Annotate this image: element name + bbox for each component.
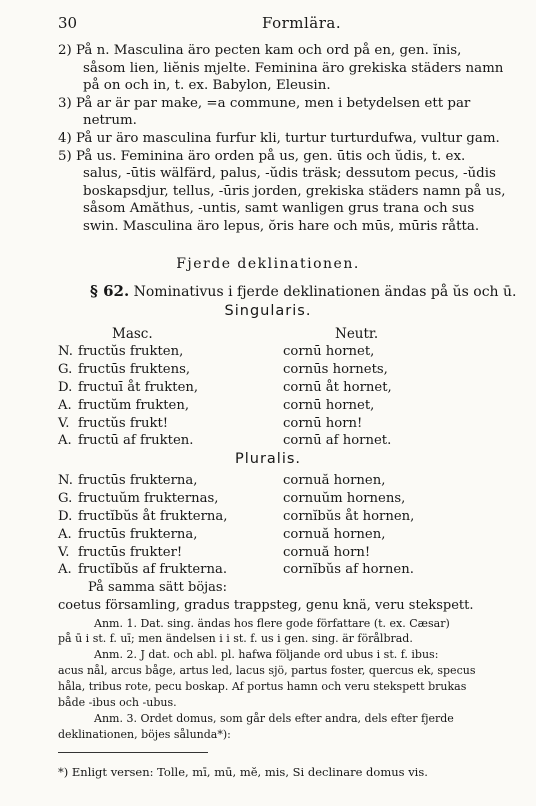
neutr-form: cornū hornet, [283, 397, 375, 413]
neutr-form: cornĭbŭs af hornen. [283, 562, 414, 578]
table-row [58, 379, 278, 397]
case-label: A. [58, 526, 72, 542]
masc-form: fructŭm frukten, [78, 397, 190, 413]
note-2-cont: acus nål, arcus båge, artus led, lacus sjö, partus foster, quercus ek, specus [58, 664, 476, 677]
case-label: A. [58, 397, 72, 413]
note-3: Anm. 3. Ordet domus, som går dels efter andra, dels efter fjerde [94, 712, 454, 725]
note-3-cont: deklinationen, böjes sålunda*): [58, 728, 231, 741]
note-2-cont: håla, tribus rote, pecu boskap. Af portus hamn och veru stekspett brukas [58, 680, 467, 693]
paragraph-number: § 62. [90, 282, 130, 300]
neutr-column-label: Neutr. [335, 326, 379, 342]
singular-masc-column [58, 343, 278, 450]
table-row [58, 490, 278, 508]
rule-number: 5) [58, 148, 72, 164]
note-2: Anm. 2. J dat. och abl. pl. hafwa följande ord ubus i st. f. ibus: [94, 648, 439, 661]
page-header [58, 14, 506, 34]
masc-form: fructūs frukter! [78, 544, 183, 560]
footnote: *) Enligt versen: Tolle, mī, mū, mĕ, mis, Si declinare domus vis. [58, 765, 428, 779]
masc-form: fructū af frukten. [78, 433, 194, 449]
rule-number: 4) [58, 130, 72, 146]
rule-2 [58, 42, 504, 95]
rule-line: På us. Feminina äro orden på us, gen. ūtis och ŭdis, t. ex. [76, 148, 466, 164]
table-row [58, 415, 278, 433]
page-number: 30 [58, 14, 78, 32]
masc-column-label: Masc. [112, 326, 153, 342]
masc-form: fructuŭm frukternas, [78, 490, 219, 506]
note-1-cont: på ū i st. f. uī; men ändelsen i i st. f. us i gen. sing. är förålbrad. [58, 632, 413, 645]
case-label: D. [58, 379, 73, 395]
masc-form: fructŭs frukt! [78, 415, 169, 431]
rule-3 [58, 95, 488, 130]
same-pattern-intro: På samma sätt böjas: [88, 580, 227, 595]
case-label: D. [58, 508, 73, 524]
footnote-divider [58, 752, 208, 753]
example-words: coetus församling, gradus trappsteg, genu knä, veru stekspett. [58, 598, 474, 613]
rule-line: På ur äro masculina furfur kli, turtur turturdufwa, vultur gam. [76, 130, 500, 146]
table-row [58, 361, 278, 379]
rule-number: 3) [58, 95, 72, 111]
rule-line: swin. Masculina äro lepus, ŏris hare och mūs, mūris råtta. [83, 218, 480, 234]
table-row [58, 561, 278, 579]
masc-form: fructūs fruktens, [78, 361, 191, 377]
table-row [58, 508, 278, 526]
paragraph-text: Nominativus i fjerde deklinationen ändas på ŭs och ū. [133, 284, 517, 300]
rule-line: salus, -ūtis wälfärd, palus, -ŭdis träsk; dessutom pecus, -ŭdis [83, 166, 496, 182]
case-label: N. [58, 473, 73, 488]
neutr-form: cornuă hornen, [283, 473, 386, 488]
neutr-form: cornūs hornets, [283, 361, 388, 377]
neutr-form: cornū af hornet. [283, 433, 392, 449]
rule-line: såsom Amăthus, -untis, samt wanligen grus trana och sus [83, 201, 475, 217]
rule-line: såsom lien, liĕnis mjelte. Feminina äro grekiska städers namn [83, 60, 504, 76]
masc-form: fructĭbŭs åt frukterna, [78, 508, 228, 524]
table-row [58, 343, 278, 361]
neutr-form: cornuŭm hornens, [283, 490, 406, 506]
neutr-form: cornĭbŭs åt hornen, [283, 508, 415, 524]
case-label: V. [58, 544, 70, 560]
neutr-form: cornū horn! [283, 415, 363, 431]
table-row [58, 472, 278, 490]
paragraph-62 [90, 282, 516, 300]
table-row [58, 544, 278, 562]
gender-rules [58, 42, 506, 236]
neutr-form: cornū åt hornet, [283, 379, 392, 395]
rule-line: På n. Masculina äro pecten kam och ord på en, gen. ĭnis, [76, 43, 462, 58]
masc-form: fructŭs frukten, [78, 344, 184, 359]
singular-neutr-column [283, 343, 483, 450]
note-2-cont: både -ibus och -ubus. [58, 696, 177, 709]
rule-line: På ar är par make, =a commune, men i betydelsen ett par [76, 95, 471, 111]
rule-line: netrum. [83, 113, 137, 129]
table-row [58, 397, 278, 415]
note-1: Anm. 1. Dat. sing. ändas hos flere gode författare (t. ex. Cæsar) [94, 617, 450, 630]
case-label: A. [58, 562, 72, 578]
rule-4 [58, 130, 500, 148]
masc-form: fructuī åt frukten, [78, 379, 199, 395]
case-label: V. [58, 415, 70, 431]
masc-form: fructĭbŭs af frukterna. [78, 562, 228, 578]
case-label: G. [58, 490, 73, 506]
table-row [58, 432, 278, 450]
plural-masc-column [58, 472, 278, 579]
singularis-heading: Singularis. [224, 303, 312, 319]
running-title: Formlära. [262, 14, 342, 32]
rule-line: boskapsdjur, tellus, -ūris jorden, grekiska städers namn på us, [83, 183, 506, 199]
case-label: G. [58, 361, 73, 377]
rule-5 [58, 148, 506, 236]
neutr-form: cornuă horn! [283, 544, 371, 560]
case-label: A. [58, 433, 72, 449]
case-label: N. [58, 344, 73, 359]
rule-line: på on och in, t. ex. Babylon, Eleusin. [83, 78, 331, 94]
masc-form: fructūs frukterna, [78, 473, 198, 488]
plural-neutr-column [283, 472, 483, 579]
masc-form: fructūs frukterna, [78, 526, 198, 542]
neutr-form: cornuă hornen, [283, 526, 386, 542]
section-title: Fjerde deklinationen. [176, 256, 360, 272]
neutr-form: cornū hornet, [283, 344, 375, 359]
pluralis-heading: Pluralis. [234, 451, 302, 467]
rule-number: 2) [58, 43, 72, 58]
table-row [58, 526, 278, 544]
